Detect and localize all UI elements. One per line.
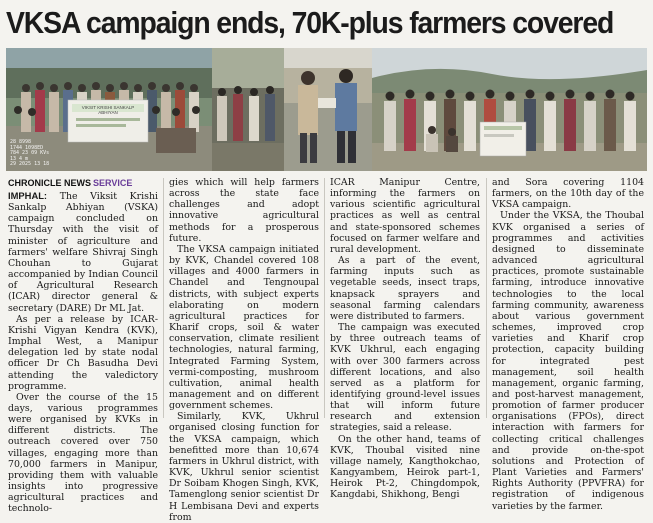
dateline: IMPHAL:	[8, 190, 48, 201]
paragraph-text: The Viksit Krishi Sankalp Abhiyan (VSKA) campaign concluded on Thursday with the visit of minister of agriculture and farmers' welfare Shivraj Singh Chouhan to Gujarat accompanied by Indian Council of Agricultural Research (ICAR) director general & secretary (DARE) Dr ML Jat.	[8, 191, 158, 314]
article-column-2	[169, 177, 319, 523]
paragraph: The VKSA campaign initiated by KVK, Chandel covered 108 villages and 4000 farmers in Chandel and Tengnoupal districts, with subject experts elaborating on modern agricultural practices for Kharif crops, soil & water conservation, climate resilient technologies, natural farming, Integrated Farming System, vermi-composting, mushroom cultivation, animal health management and on different government schemes.	[169, 243, 319, 412]
byline-service: SERVICE	[93, 178, 133, 188]
article-column-1	[8, 190, 158, 515]
distribution-photo	[284, 48, 372, 171]
headline: VKSA campaign ends, 70K-plus farmers covered	[6, 6, 614, 40]
paragraph: The campaign was executed by three outreach teams of KVK Ukhrul, each engaging with over 300 farmers across different locations, and also served as a platform for identifying ground-level issues that will inform future research and extension strategies, said a release.	[330, 322, 480, 434]
photo-timestamp: 28 8998 1744 1098ED 784 23 09 KVs 13 4 m 29 2025 13 18	[10, 139, 50, 168]
paragraph: Under the VKSA, the Thoubal KVK organised a series of programmes and activities designed to disseminate advanced agricultural practices, promote sustainable farming, introduce innovative technologies to the local farming community, awareness about various government schemes, improved crop varieties and Kharif crop protection, capacity building for integrated pest management, soil health management, organic farming, and post-harvest management, promotion of farmer producer organisations (FPOs), direct interaction with farmers for collecting critical challenges and provide on-the-spot solutions and Protection of Plant Varieties and Farmers' Rights Authority (PPVFRA) for registration of indigenous varieties by the farmer.	[492, 210, 644, 512]
article-column-4	[492, 177, 644, 512]
paragraph: gies which will help farmers across the state face challenges and adopt innovative agricultural methods for a prosperous future.	[169, 177, 319, 244]
column-rule	[324, 178, 325, 418]
column-rule	[163, 178, 164, 418]
paragraph: On the other hand, teams of KVK, Thoubal visited nine village namely, Kangthokchao, Kangyambem, Heirok part-1, Heirok Pt-2, Chingdompok, Kangdabi, Shikhong, Bengi	[330, 433, 480, 501]
paragraph: Similarly, KVK, Ukhrul organised closing function for the VKSA campaign, which benefitted more than 10,674 farmers in Ukhrul district, with KVK, Ukhrul senior scientist Dr Soibam Khogen Singh, KVK, Tamenglong senior scientist Dr H Lembisana Devi and experts from	[169, 411, 319, 523]
byline-agency: CHRONICLE NEWS	[8, 178, 91, 188]
crowd-photo	[212, 48, 284, 171]
paragraph: and Sora covering 1104 farmers, on the 10th day of the VKSA campaign.	[492, 177, 644, 211]
paragraph: Over the course of the 15 days, various programmes were organised by KVKs in different districts. The outreach covered over 750 villages, engaging more than 70,000 farmers in Manipur, providing them with valuable insights into progressive agricultural practices and technolo-	[8, 391, 158, 515]
lead-paragraph	[8, 190, 158, 314]
column-rule	[486, 178, 487, 418]
group-photo-thoubal	[372, 48, 647, 171]
photo-banner-text: VIKSIT KRISHI SANKALP ABHIYAN	[81, 105, 135, 115]
article-column-3	[330, 177, 480, 501]
paragraph: ICAR Manipur Centre, informing the farmers on various scientific agricultural practices as well as central and state-sponsored schemes focused on farmer welfare and rural development.	[330, 177, 480, 255]
group-photo-chandel	[6, 48, 212, 171]
paragraph: As per a release by ICAR-Krishi Vigyan Kendra (KVK), Imphal West, a Manipur delegation led by state nodal officer Dr Ch Basudha Devi attending the valedictory programme.	[8, 313, 158, 392]
photo-strip	[6, 48, 647, 171]
paragraph: As a part of the event, farming inputs such as vegetable seeds, insect traps, knapsack sprayers and seasonal farming calendars were distributed to farmers.	[330, 255, 480, 322]
